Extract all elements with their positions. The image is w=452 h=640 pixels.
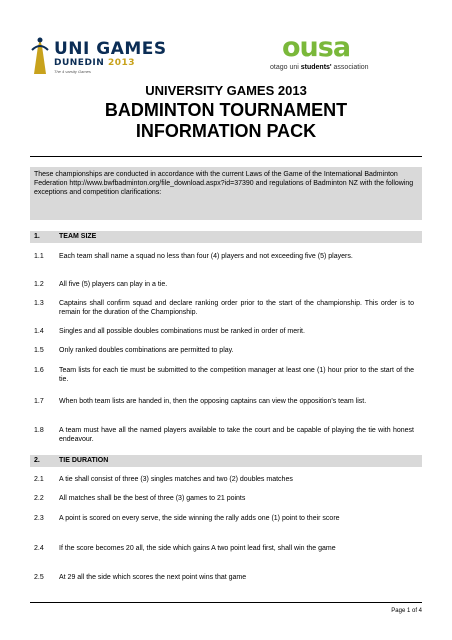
clause-number: 2.3 — [34, 515, 44, 522]
section-heading-team-size — [30, 231, 422, 243]
doc-title-main: BADMINTON TOURNAMENT — [104, 100, 348, 120]
clause-number: 2.4 — [34, 545, 44, 552]
clause-number: 1.4 — [34, 328, 44, 335]
clause-text: Singles and all possible doubles combinations must be ranked in order of merit. — [59, 328, 305, 335]
clause-text: Each team shall name a squad no less than four (4) players and not exceeding five (5) players. — [59, 253, 353, 260]
clause-number: 1.6 — [34, 367, 44, 374]
ousa-logo — [268, 32, 420, 72]
uni-games-tagline: The 4 varsity Games — [54, 69, 91, 74]
clause-text: A tie shall consist of three (3) singles matches and two (2) doubles matches — [59, 476, 293, 483]
clause-text: Team lists for each tie must be submitted to the competition manager at least one (1) hour prior to the start of the tie. — [59, 367, 414, 383]
clause-number: 1.7 — [34, 398, 44, 405]
ousa-tag-prefix: otago uni — [270, 64, 301, 71]
clause-text: At 29 all the side which scores the next point wins that game — [59, 574, 247, 581]
section-number: 2. — [34, 457, 40, 464]
footer-divider — [30, 602, 422, 603]
section-heading-tie-duration — [30, 455, 422, 467]
ousa-tagline — [270, 64, 369, 71]
uni-games-logo — [30, 36, 190, 76]
clause-text: A team must have all the named players available to take the court and be capable of playing the tie with honest endeavour. — [59, 427, 414, 443]
section-title: TEAM SIZE — [59, 233, 97, 240]
section-number: 1. — [34, 233, 40, 240]
clause-number: 1.5 — [34, 347, 44, 354]
clause-text: When both team lists are handed in, then the opposing captains can view the opposition's team list. — [59, 398, 367, 405]
clause-number: 2.2 — [34, 495, 44, 502]
doc-title-event: UNIVERSITY GAMES 2013 — [145, 83, 307, 98]
doc-title-sub: INFORMATION PACK — [135, 121, 317, 141]
clause-number: 1.2 — [34, 281, 44, 288]
clause-number: 1.1 — [34, 253, 44, 260]
uni-games-subtitle — [54, 58, 135, 68]
intro-box — [30, 167, 422, 220]
clause-number: 2.5 — [34, 574, 44, 581]
uni-games-emblem-icon — [30, 36, 50, 76]
uni-games-title: UNI GAMES — [54, 39, 167, 59]
ousa-tag-suffix: association — [331, 64, 369, 71]
title-divider — [30, 156, 422, 157]
clause-text: All matches shall be the best of three (3) games to 21 points — [59, 495, 246, 502]
ousa-wordmark: ousa — [282, 32, 351, 63]
clause-number: 1.8 — [34, 427, 44, 434]
clause-number: 2.1 — [34, 476, 44, 483]
uni-games-city: DUNEDIN — [54, 58, 105, 68]
intro-text: These championships are conducted in accordance with the current Laws of the Game of the International Badminton Federation http://www.bwfbadminton.org/file_download.aspx?id=37390 and regulations of Badminton NZ with the following exceptions and competition clarifications: — [34, 171, 414, 196]
clause-text: All five (5) players can play in a tie. — [59, 281, 168, 288]
clause-text: Only ranked doubles combinations are permitted to play. — [59, 347, 234, 354]
uni-games-year: 2013 — [107, 58, 136, 68]
clause-text: A point is scored on every serve, the side winning the rally adds one (1) point to their score — [59, 515, 340, 522]
section-title: TIE DURATION — [59, 457, 109, 464]
clause-text: Captains shall confirm squad and declare ranking order prior to the start of the championship. This order is to remain for the duration of the Championship. — [59, 300, 414, 316]
clause-number: 1.3 — [34, 300, 44, 307]
page-number: Page 1 of 4 — [391, 608, 422, 614]
clause-text: If the score becomes 20 all, the side which gains A two point lead first, shall win the game — [59, 545, 336, 552]
ousa-tag-bold: students' — [300, 64, 332, 71]
